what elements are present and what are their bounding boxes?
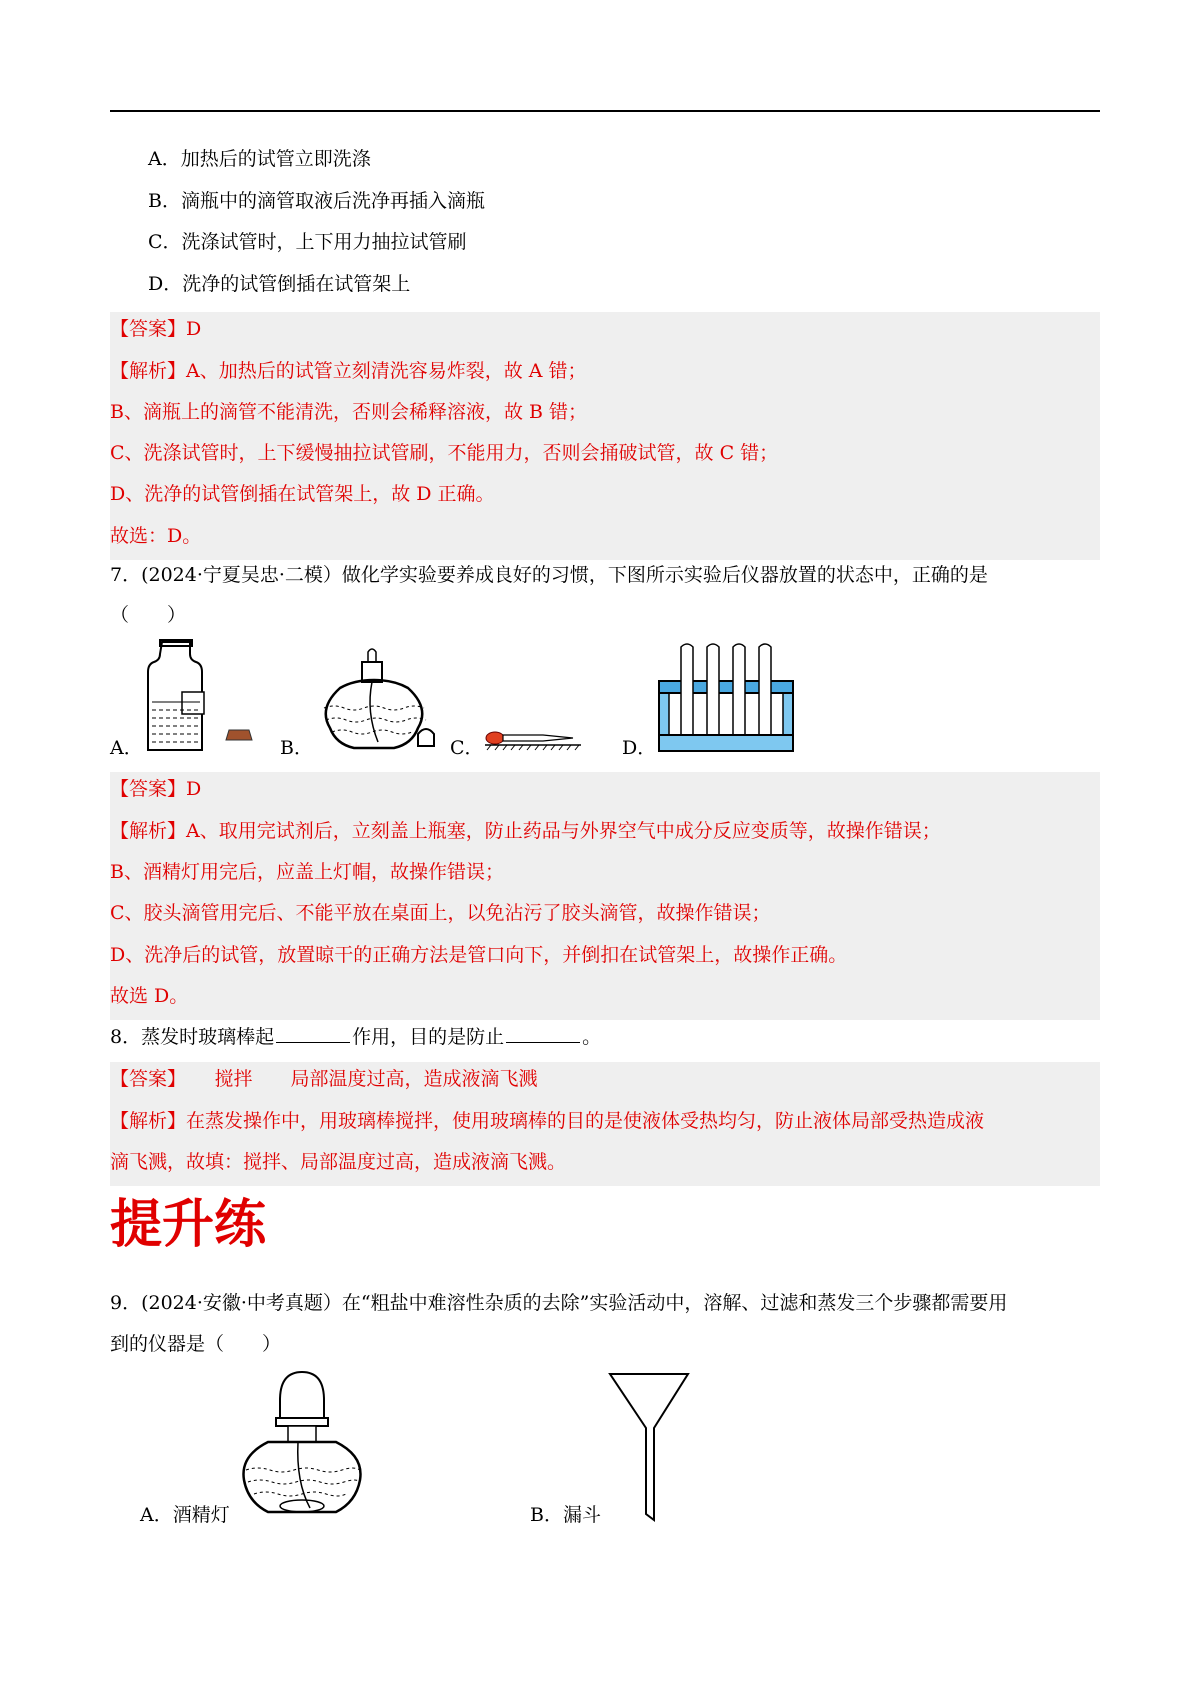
q8-answer-block [110,1062,1100,1186]
q7-label-c: C． [450,737,484,759]
q7-answer-block [110,772,1100,1020]
q6-option-a: A．加热后的试管立即洗涤 [148,148,371,170]
answer-blank [276,1024,350,1043]
q8-stem-part: 。 [582,1026,602,1048]
answer-blank [506,1024,580,1043]
q6-answer: 【答案】D [110,318,202,340]
q8-stem [110,1024,601,1050]
q9-option-a: A．酒精灯 [140,1504,230,1526]
q7-stem: 7．(2024·宁夏吴忠·二模）做化学实验要养成良好的习惯，下图所示实验后仪器放置的状态中，正确的是 [110,564,988,586]
funnel-icon [608,1372,692,1522]
capped-alcohol-lamp-icon [238,1370,368,1520]
alcohol-lamp-icon [310,648,450,752]
q9-stem-line: 9．(2024·安徽·中考真题）在“粗盐中难溶性杂质的去除”实验活动中，溶解、过滤和蒸发三个步骤都需要用 [110,1292,1008,1314]
q7-label-a: A． [110,737,143,759]
q6-option-c: C．洗涤试管时，上下用力抽拉试管刷 [148,231,467,253]
q6-analysis-line: 【解析】A、加热后的试管立刻清洗容易炸裂，故 A 错； [110,360,587,382]
q7-paren: （ ） [110,604,187,626]
q7-label-b: B． [280,737,313,759]
q7-analysis-line: 故选 D。 [110,985,189,1007]
q8-answer: 【答案】 搅拌 局部温度过高，造成液滴飞溅 [110,1068,538,1090]
q6-answer-block [110,312,1100,560]
q6-analysis-line: C、洗涤试管时，上下缓慢抽拉试管刷，不能用力，否则会捅破试管，故 C 错； [110,442,779,464]
q6-analysis-line: D、洗净的试管倒插在试管架上，故 D 正确。 [110,483,495,505]
header-rule [110,110,1100,112]
q7-label-d: D． [622,737,657,759]
q7-analysis-line: C、胶头滴管用完后、不能平放在桌面上，以免沾污了胶头滴管，故操作错误； [110,902,771,924]
section-title: 提升练 [110,1194,267,1255]
q8-analysis-line: 滴飞溅，故填：搅拌、局部温度过高，造成液滴飞溅。 [110,1151,567,1173]
q6-option-d: D．洗净的试管倒插在试管架上 [148,273,411,295]
q7-analysis-line: D、洗净后的试管，放置晾干的正确方法是管口向下，并倒扣在试管架上，故操作正确。 [110,944,848,966]
q8-stem-part: 8．蒸发时玻璃棒起 [110,1026,275,1048]
q9-stem-line: 到的仪器是（ ） [110,1333,282,1355]
q7-analysis-line: 【解析】A、取用完试剂后，立刻盖上瓶塞，防止药品与外界空气中成分反应变质等，故操作错误； [110,820,941,842]
dropper-icon [485,730,585,752]
q6-option-b: B．滴瓶中的滴管取液后洗净再插入滴瓶 [148,190,485,212]
q8-stem-part: 作用，目的是防止 [352,1026,505,1048]
q7-answer: 【答案】D [110,778,202,800]
q6-analysis-line: B、滴瓶上的滴管不能清洗，否则会稀释溶液，故 B 错； [110,401,588,423]
test-tube-rack-icon [657,643,797,753]
q7-analysis-line: B、酒精灯用完后，应盖上灯帽，故操作错误； [110,861,504,883]
q9-option-b: B．漏斗 [530,1504,601,1526]
q6-analysis-line: 故选：D。 [110,525,202,547]
q8-analysis-line: 【解析】在蒸发操作中，用玻璃棒搅拌，使用玻璃棒的目的是使液体受热均匀，防止液体局部受热造成液 [110,1110,985,1132]
reagent-bottle-icon [140,640,260,752]
